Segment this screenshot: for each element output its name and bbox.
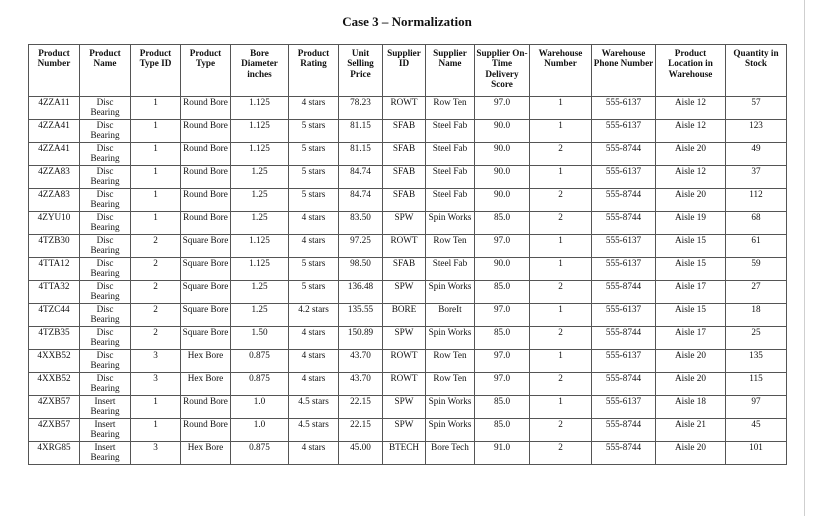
cell-unit-selling-price: 22.15 (339, 419, 383, 442)
cell-delivery-score: 97.0 (475, 350, 530, 373)
cell-supplier-id: BORE (383, 304, 426, 327)
cell-supplier-id: SFAB (383, 166, 426, 189)
cell-supplier-id: SPW (383, 281, 426, 304)
cell-supplier-id: SFAB (383, 120, 426, 143)
cell-product-location: Aisle 12 (656, 97, 726, 120)
cell-unit-selling-price: 97.25 (339, 235, 383, 258)
cell-product-type-id: 2 (131, 235, 181, 258)
table-row (29, 419, 787, 442)
table-row (29, 304, 787, 327)
cell-supplier-name: Steel Fab (426, 189, 475, 212)
table-row (29, 281, 787, 304)
cell-unit-selling-price: 84.74 (339, 166, 383, 189)
cell-warehouse-phone: 555-8744 (592, 327, 656, 350)
normalization-table (28, 44, 787, 465)
cell-quantity: 101 (726, 442, 787, 465)
cell-product-location: Aisle 21 (656, 419, 726, 442)
cell-supplier-id: ROWT (383, 373, 426, 396)
cell-product-type-id: 1 (131, 212, 181, 235)
cell-warehouse-phone: 555-6137 (592, 166, 656, 189)
cell-unit-selling-price: 43.70 (339, 350, 383, 373)
cell-warehouse-number: 2 (530, 143, 592, 166)
cell-product-type-id: 1 (131, 120, 181, 143)
cell-bore-diameter: 0.875 (231, 350, 289, 373)
cell-unit-selling-price: 83.50 (339, 212, 383, 235)
table-row (29, 212, 787, 235)
cell-product-number: 4ZZA83 (29, 166, 80, 189)
cell-warehouse-number: 1 (530, 304, 592, 327)
cell-supplier-name: Spin Works (426, 212, 475, 235)
cell-product-type-id: 2 (131, 281, 181, 304)
cell-supplier-id: SPW (383, 396, 426, 419)
cell-product-rating: 5 stars (289, 189, 339, 212)
cell-product-name: Disc Bearing (80, 212, 131, 235)
cell-warehouse-number: 2 (530, 442, 592, 465)
cell-product-type-id: 1 (131, 143, 181, 166)
cell-supplier-name: Row Ten (426, 235, 475, 258)
cell-supplier-id: SPW (383, 212, 426, 235)
cell-bore-diameter: 0.875 (231, 373, 289, 396)
cell-delivery-score: 97.0 (475, 97, 530, 120)
cell-product-number: 4XXB52 (29, 350, 80, 373)
cell-supplier-name: Row Ten (426, 373, 475, 396)
cell-warehouse-phone: 555-6137 (592, 235, 656, 258)
cell-product-number: 4ZZA41 (29, 120, 80, 143)
col-header-supplier-id: Supplier ID (383, 45, 426, 97)
cell-warehouse-number: 2 (530, 189, 592, 212)
cell-bore-diameter: 1.25 (231, 281, 289, 304)
cell-bore-diameter: 1.125 (231, 235, 289, 258)
cell-unit-selling-price: 78.23 (339, 97, 383, 120)
cell-product-type: Square Bore (181, 327, 231, 350)
cell-product-location: Aisle 18 (656, 396, 726, 419)
cell-product-number: 4TZB30 (29, 235, 80, 258)
cell-unit-selling-price: 22.15 (339, 396, 383, 419)
cell-product-number: 4ZXB57 (29, 396, 80, 419)
cell-product-location: Aisle 15 (656, 258, 726, 281)
cell-product-type-id: 1 (131, 396, 181, 419)
cell-product-number: 4ZZA83 (29, 189, 80, 212)
cell-delivery-score: 97.0 (475, 235, 530, 258)
cell-quantity: 68 (726, 212, 787, 235)
cell-quantity: 97 (726, 396, 787, 419)
cell-delivery-score: 85.0 (475, 281, 530, 304)
cell-warehouse-phone: 555-8744 (592, 442, 656, 465)
cell-supplier-name: Spin Works (426, 281, 475, 304)
table-row (29, 442, 787, 465)
cell-product-type: Round Bore (181, 396, 231, 419)
cell-quantity: 27 (726, 281, 787, 304)
cell-product-rating: 4.5 stars (289, 396, 339, 419)
cell-product-location: Aisle 17 (656, 281, 726, 304)
cell-product-type: Square Bore (181, 281, 231, 304)
header-row (29, 45, 787, 97)
cell-quantity: 59 (726, 258, 787, 281)
cell-warehouse-number: 2 (530, 419, 592, 442)
cell-product-type-id: 3 (131, 442, 181, 465)
cell-product-location: Aisle 12 (656, 120, 726, 143)
cell-product-location: Aisle 17 (656, 327, 726, 350)
cell-product-type: Hex Bore (181, 373, 231, 396)
cell-warehouse-number: 2 (530, 281, 592, 304)
table-body (29, 97, 787, 465)
cell-product-rating: 5 stars (289, 166, 339, 189)
cell-product-name: Disc Bearing (80, 350, 131, 373)
cell-warehouse-phone: 555-8744 (592, 212, 656, 235)
table-row (29, 143, 787, 166)
cell-supplier-name: Spin Works (426, 327, 475, 350)
cell-product-name: Insert Bearing (80, 419, 131, 442)
cell-warehouse-phone: 555-8744 (592, 189, 656, 212)
cell-product-location: Aisle 20 (656, 350, 726, 373)
cell-warehouse-phone: 555-6137 (592, 258, 656, 281)
cell-bore-diameter: 1.25 (231, 212, 289, 235)
cell-supplier-name: Steel Fab (426, 120, 475, 143)
cell-supplier-id: SFAB (383, 143, 426, 166)
cell-product-type: Hex Bore (181, 350, 231, 373)
cell-bore-diameter: 1.50 (231, 327, 289, 350)
cell-product-location: Aisle 15 (656, 235, 726, 258)
table-row (29, 258, 787, 281)
cell-product-location: Aisle 19 (656, 212, 726, 235)
cell-product-rating: 5 stars (289, 143, 339, 166)
cell-delivery-score: 90.0 (475, 120, 530, 143)
cell-quantity: 57 (726, 97, 787, 120)
table-row (29, 235, 787, 258)
table-row (29, 97, 787, 120)
cell-product-type: Round Bore (181, 97, 231, 120)
cell-product-type: Square Bore (181, 235, 231, 258)
cell-product-rating: 5 stars (289, 120, 339, 143)
cell-product-rating: 4.5 stars (289, 419, 339, 442)
cell-quantity: 18 (726, 304, 787, 327)
cell-supplier-name: Bore Tech (426, 442, 475, 465)
cell-supplier-id: SFAB (383, 258, 426, 281)
cell-quantity: 37 (726, 166, 787, 189)
cell-warehouse-number: 1 (530, 396, 592, 419)
cell-product-name: Disc Bearing (80, 258, 131, 281)
cell-product-number: 4TZC44 (29, 304, 80, 327)
cell-supplier-id: SPW (383, 327, 426, 350)
cell-product-number: 4TTA12 (29, 258, 80, 281)
cell-product-type-id: 3 (131, 350, 181, 373)
cell-product-rating: 5 stars (289, 281, 339, 304)
cell-product-rating: 4 stars (289, 97, 339, 120)
cell-product-number: 4ZYU10 (29, 212, 80, 235)
cell-delivery-score: 90.0 (475, 143, 530, 166)
cell-warehouse-number: 1 (530, 166, 592, 189)
cell-supplier-name: Steel Fab (426, 258, 475, 281)
cell-bore-diameter: 1.0 (231, 396, 289, 419)
col-header-delivery-score: Supplier On-Time Delivery Score (475, 45, 530, 97)
cell-supplier-id: ROWT (383, 235, 426, 258)
cell-quantity: 49 (726, 143, 787, 166)
cell-product-type: Square Bore (181, 258, 231, 281)
cell-product-rating: 4 stars (289, 350, 339, 373)
col-header-warehouse-phone: Warehouse Phone Number (592, 45, 656, 97)
cell-delivery-score: 85.0 (475, 419, 530, 442)
cell-supplier-id: ROWT (383, 350, 426, 373)
cell-product-rating: 5 stars (289, 258, 339, 281)
cell-bore-diameter: 1.125 (231, 120, 289, 143)
cell-product-type-id: 2 (131, 258, 181, 281)
cell-product-name: Insert Bearing (80, 442, 131, 465)
cell-warehouse-number: 1 (530, 120, 592, 143)
cell-bore-diameter: 1.25 (231, 304, 289, 327)
cell-product-type: Round Bore (181, 189, 231, 212)
cell-product-name: Disc Bearing (80, 120, 131, 143)
cell-supplier-name: Steel Fab (426, 143, 475, 166)
page-title: Case 3 – Normalization (342, 14, 472, 29)
table-row (29, 327, 787, 350)
cell-bore-diameter: 1.25 (231, 166, 289, 189)
cell-product-rating: 4 stars (289, 212, 339, 235)
cell-product-rating: 4 stars (289, 327, 339, 350)
cell-product-type-id: 1 (131, 97, 181, 120)
cell-product-name: Disc Bearing (80, 373, 131, 396)
cell-warehouse-phone: 555-8744 (592, 281, 656, 304)
cell-warehouse-phone: 555-6137 (592, 97, 656, 120)
cell-product-number: 4TZB35 (29, 327, 80, 350)
cell-product-type-id: 1 (131, 189, 181, 212)
cell-quantity: 25 (726, 327, 787, 350)
col-header-bore-diameter: Bore Diameter inches (231, 45, 289, 97)
cell-unit-selling-price: 81.15 (339, 143, 383, 166)
cell-unit-selling-price: 150.89 (339, 327, 383, 350)
cell-product-type-id: 2 (131, 304, 181, 327)
cell-product-number: 4ZXB57 (29, 419, 80, 442)
cell-product-type-id: 3 (131, 373, 181, 396)
cell-product-location: Aisle 20 (656, 373, 726, 396)
cell-bore-diameter: 1.25 (231, 189, 289, 212)
table-row (29, 120, 787, 143)
cell-supplier-name: Spin Works (426, 419, 475, 442)
cell-product-type: Hex Bore (181, 442, 231, 465)
cell-product-name: Disc Bearing (80, 327, 131, 350)
cell-product-number: 4TTA32 (29, 281, 80, 304)
cell-delivery-score: 97.0 (475, 304, 530, 327)
col-header-warehouse-number: Warehouse Number (530, 45, 592, 97)
cell-product-type: Round Bore (181, 120, 231, 143)
cell-product-rating: 4 stars (289, 373, 339, 396)
col-header-product-type: Product Type (181, 45, 231, 97)
cell-quantity: 61 (726, 235, 787, 258)
cell-warehouse-phone: 555-6137 (592, 120, 656, 143)
cell-quantity: 45 (726, 419, 787, 442)
cell-product-type: Round Bore (181, 166, 231, 189)
cell-quantity: 112 (726, 189, 787, 212)
cell-warehouse-phone: 555-8744 (592, 419, 656, 442)
cell-product-number: 4XXB52 (29, 373, 80, 396)
cell-warehouse-phone: 555-6137 (592, 396, 656, 419)
cell-product-number: 4ZZA11 (29, 97, 80, 120)
cell-product-location: Aisle 20 (656, 442, 726, 465)
cell-unit-selling-price: 45.00 (339, 442, 383, 465)
col-header-product-location: Product Location in Warehouse (656, 45, 726, 97)
page-edge-divider (804, 0, 805, 516)
cell-product-name: Disc Bearing (80, 166, 131, 189)
cell-bore-diameter: 1.0 (231, 419, 289, 442)
cell-supplier-name: Steel Fab (426, 166, 475, 189)
cell-warehouse-phone: 555-6137 (592, 304, 656, 327)
col-header-quantity: Quantity in Stock (726, 45, 787, 97)
cell-product-rating: 4.2 stars (289, 304, 339, 327)
col-header-product-number: Product Number (29, 45, 80, 97)
cell-supplier-id: ROWT (383, 97, 426, 120)
cell-product-number: 4ZZA41 (29, 143, 80, 166)
cell-product-type: Round Bore (181, 419, 231, 442)
cell-product-name: Disc Bearing (80, 235, 131, 258)
cell-delivery-score: 91.0 (475, 442, 530, 465)
cell-warehouse-number: 2 (530, 373, 592, 396)
cell-quantity: 115 (726, 373, 787, 396)
cell-product-type: Round Bore (181, 143, 231, 166)
cell-unit-selling-price: 98.50 (339, 258, 383, 281)
col-header-product-type-id: Product Type ID (131, 45, 181, 97)
cell-product-location: Aisle 20 (656, 143, 726, 166)
cell-supplier-name: Row Ten (426, 97, 475, 120)
cell-product-type: Square Bore (181, 304, 231, 327)
cell-warehouse-number: 2 (530, 327, 592, 350)
cell-warehouse-number: 1 (530, 97, 592, 120)
cell-delivery-score: 90.0 (475, 166, 530, 189)
cell-product-location: Aisle 15 (656, 304, 726, 327)
cell-delivery-score: 90.0 (475, 258, 530, 281)
cell-unit-selling-price: 135.55 (339, 304, 383, 327)
cell-product-type-id: 1 (131, 166, 181, 189)
table-row (29, 166, 787, 189)
cell-delivery-score: 90.0 (475, 189, 530, 212)
cell-supplier-id: BTECH (383, 442, 426, 465)
cell-delivery-score: 85.0 (475, 327, 530, 350)
cell-warehouse-phone: 555-8744 (592, 143, 656, 166)
cell-supplier-id: SPW (383, 419, 426, 442)
table-row (29, 189, 787, 212)
cell-product-location: Aisle 12 (656, 166, 726, 189)
cell-product-rating: 4 stars (289, 235, 339, 258)
cell-product-type-id: 1 (131, 419, 181, 442)
cell-supplier-id: SFAB (383, 189, 426, 212)
cell-product-name: Disc Bearing (80, 189, 131, 212)
cell-product-type: Round Bore (181, 212, 231, 235)
cell-product-name: Disc Bearing (80, 143, 131, 166)
cell-warehouse-phone: 555-8744 (592, 373, 656, 396)
cell-warehouse-number: 1 (530, 235, 592, 258)
cell-product-location: Aisle 20 (656, 189, 726, 212)
col-header-unit-selling-price: Unit Selling Price (339, 45, 383, 97)
cell-quantity: 135 (726, 350, 787, 373)
cell-delivery-score: 97.0 (475, 373, 530, 396)
cell-unit-selling-price: 84.74 (339, 189, 383, 212)
cell-product-type-id: 2 (131, 327, 181, 350)
cell-product-rating: 4 stars (289, 442, 339, 465)
cell-product-name: Disc Bearing (80, 281, 131, 304)
cell-warehouse-number: 1 (530, 350, 592, 373)
cell-product-name: Insert Bearing (80, 396, 131, 419)
cell-unit-selling-price: 43.70 (339, 373, 383, 396)
table-row (29, 373, 787, 396)
cell-warehouse-phone: 555-6137 (592, 350, 656, 373)
col-header-product-name: Product Name (80, 45, 131, 97)
cell-product-name: Disc Bearing (80, 304, 131, 327)
cell-warehouse-number: 2 (530, 212, 592, 235)
cell-unit-selling-price: 136.48 (339, 281, 383, 304)
cell-unit-selling-price: 81.15 (339, 120, 383, 143)
cell-bore-diameter: 1.125 (231, 258, 289, 281)
cell-quantity: 123 (726, 120, 787, 143)
cell-delivery-score: 85.0 (475, 396, 530, 419)
cell-product-number: 4XRG85 (29, 442, 80, 465)
table-row (29, 396, 787, 419)
cell-supplier-name: BoreIt (426, 304, 475, 327)
cell-bore-diameter: 1.125 (231, 97, 289, 120)
col-header-supplier-name: Supplier Name (426, 45, 475, 97)
cell-bore-diameter: 0.875 (231, 442, 289, 465)
cell-supplier-name: Row Ten (426, 350, 475, 373)
cell-delivery-score: 85.0 (475, 212, 530, 235)
cell-product-name: Disc Bearing (80, 97, 131, 120)
col-header-product-rating: Product Rating (289, 45, 339, 97)
table-row (29, 350, 787, 373)
cell-bore-diameter: 1.125 (231, 143, 289, 166)
cell-warehouse-number: 1 (530, 258, 592, 281)
cell-supplier-name: Spin Works (426, 396, 475, 419)
